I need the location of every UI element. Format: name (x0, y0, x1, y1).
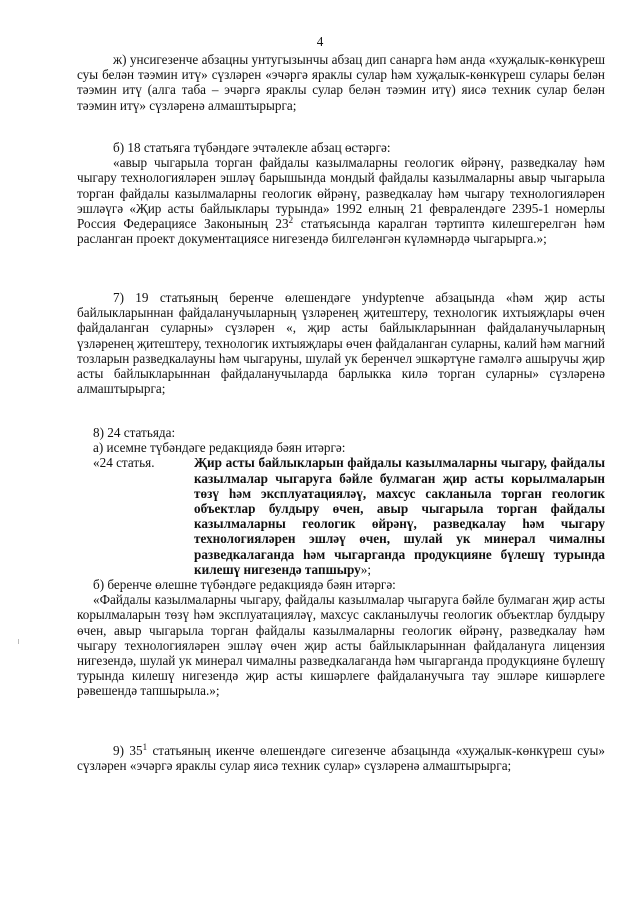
article-24-heading (194, 455, 605, 577)
item-6-lead: б) 18 статьяга түбәндәге эчтәлекле абзац өстәргә: (113, 140, 391, 155)
paragraph-item-7 (77, 290, 605, 396)
item-8-b: б) беренче өлешне түбәндәге редакциядә бәян итәргә: (93, 577, 396, 593)
paragraph-item-8 (77, 425, 605, 699)
paragraph-item-zh (77, 52, 605, 113)
item-6-quote (77, 155, 605, 246)
item-9-text (77, 743, 605, 773)
article-24-heading-text: Җир асты байлыкларын файдалы казылмаларны чыгару, файдалы казылмалар чыгаруга бәйле булмаган җир асты корылмаларын төзү һәм эксплуатацияләү, махсус сакланыла торган геологик объектлар булдыру өчен, авыр чыгарыла торган файдалы казылмаларны геологик өйрәнү, разведкалау һәм чыгару технологияләрен эшләү өчен, шулай ук минерал чималны разведкалаганда һәм чыгарганда продукцияне бүлешү турында килешү нигезендә тапшыру (194, 455, 605, 577)
article-24-label: «24 статья. (93, 455, 155, 471)
item-9-a: 9) 35 (113, 743, 143, 758)
article-24-heading-row (77, 455, 605, 577)
item-6-quote-b: статьясында каралган тәртиптә килешгерелгән һәм расланган проект документациясе нигезендә билгеләнгән күләмнәрдә чыгарырга.»; (77, 216, 605, 247)
item-8-a: а) исемне түбәндәге редакциядә бәян итәргә: (93, 440, 346, 456)
page-number: 4 (316, 34, 324, 49)
item-6-superscript: 2 (288, 215, 294, 226)
scan-margin-mark (18, 639, 19, 644)
item-6-quote-a: «авыр чыгарыла торган файдалы казылмаларны геологик өйрәнү, разведкалау һәм чыгару технологияләрен эшләү барышында мондый файдалы казылмаларны авыр чыгарыла торган файдалы казылмаларны геологик өйрәнү, разведкалау һәм чыгару технологияләрен эшләүгә «Җир асты байлыклары турында» 1992 елның 21 февралендәге 2395-1 номерлы Россия Федерациясе Законының 23 (77, 155, 605, 232)
paragraph-item-9 (77, 743, 605, 773)
item-zh-text: ж) унсигезенче абзацны унтугызынчы абзац дип санарга һәм анда «хуҗалык-көнкүреш суы белән тәэмин итү» сүзләрен «эчәргә яраклы сулар һәм хуҗалык-көнкүреш сулары белән тәэмин итү (алга таба – эчәргә яраклы сулар белән тәэмин итү) яисә техник сулар белән тәэмин итү» сүзләренә алмаштырырга; (77, 52, 605, 113)
item-7-text: 7) 19 статьяның беренче өлешендәге унdурtenче абзацында «һәм җир асты байлыкларыннан файдаланучыларның үзләренең җитештеру, технологик ихтыяҗлары өчен файдаланган суларны» сүзләрен «, җир асты байлыкларыннан файдаланучыларның үзләренең җитештеру, технологик ихтыяҗлары өчен файдаланган суларны, калий һәм магний тозларын разведкалауны һәм чыгаруны, шулай ук беренчел эшкәртүне гамәлгә ашыручы җир асты байлыкларыннан файдаланучыларда барлыкка килә торган суларны» сүзләренә алмаштырырга; (77, 290, 605, 397)
article-24-heading-end: »; (360, 561, 372, 577)
paragraph-item-6 (77, 140, 605, 246)
item-8-head: 8) 24 статьяда: (93, 425, 176, 440)
item-9-superscript: 1 (142, 742, 148, 752)
item-8-b-quote: «Файдалы казылмаларны чыгару, файдалы казылмалар чыгаруга бәйле булмаган җир асты корылмаларын төзү һәм эксплуатацияләү, махсус сакланылучы геологик объектлар булдыру өчен, авыр чыгарыла торган файдалы казылмаларны геологик өйрәнү, разведкалау һәм чыгару технологияләрен эшләү өчен җир асты байлыкларыннан файдалануга лицензия нигезендә, шулай ук минерал чималны разведкалаганда һәм чыгарганда продукцияне бүлешү турында килешү нигезендә җир асты кишәрлеге файдаланучыга тау эшләре кишәрлеге рәвешендә тапшырыла.»; (77, 592, 605, 699)
item-9-b: статьяның икенче өлешендәге сигезенче абзацында «хуҗалык-көнкүреш суы» сүзләрен «эчәргә яраклы сулар яисә техник сулар» сүзләренә алмаштырырга; (77, 743, 605, 774)
